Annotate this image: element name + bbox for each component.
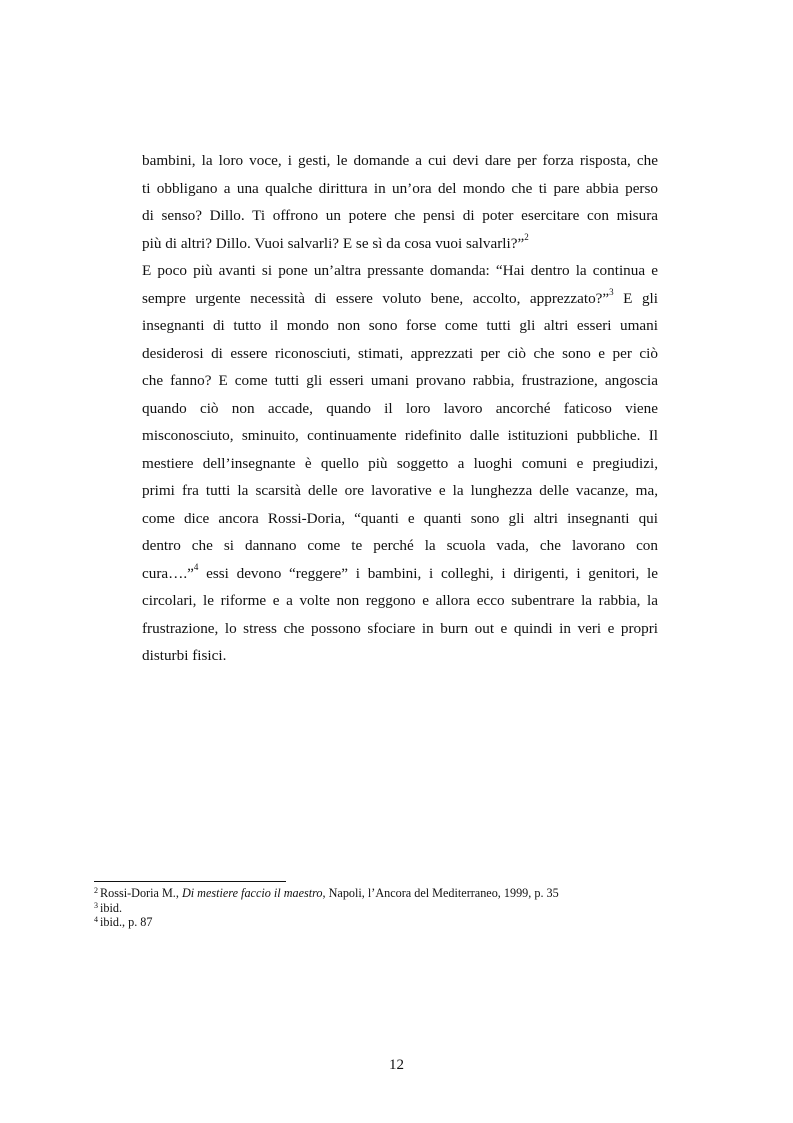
- text-line: quando ciò non accade, quando il loro lavoro ancorché faticoso viene: [142, 399, 658, 417]
- text-line: desiderosi di essere riconosciuti, stimati, apprezzati per ciò che sono e per ciò: [142, 344, 658, 362]
- text-line: frustrazione, lo stress che possono sfociare in burn out e quindi in veri e propri: [142, 619, 658, 637]
- footnote-number: 4: [94, 915, 98, 924]
- text-line: dentro che si dannano come te perché la scuola vada, che lavorano con: [142, 537, 658, 554]
- book-title: Di mestiere faccio il maestro: [181, 886, 323, 900]
- body-text: [142, 147, 658, 670]
- footnote-ref: 4: [193, 562, 199, 573]
- text-line: disturbi fisici.: [142, 647, 227, 664]
- text-line: insegnanti di tutto il mondo non sono forse come tutti gli altri esseri umani: [142, 317, 658, 334]
- text-line: di senso? Dillo. Ti offrono un potere che pensi di poter esercitare con misura: [142, 207, 658, 224]
- text-line: misconosciuto, sminuito, continuamente ridefinito dalle istituzioni pubbliche. Il: [142, 427, 658, 444]
- text-line: sempre urgente necessità di essere voluto bene, accolto, apprezzato?”$^3$ E gli: [142, 287, 658, 307]
- footnote-separator: [94, 881, 286, 882]
- footnotes: [94, 886, 734, 930]
- text-line: più di altri? Dillo. Vuoi salvarli? E se sì da cosa vuoi salvarli?”$^2$: [142, 232, 529, 252]
- text-line: primi fra tutti la scarsità delle ore lavorative e la lunghezza delle vacanze, ma,: [142, 482, 658, 499]
- footnote-number: 2: [94, 886, 98, 895]
- text-line: che fanno? E come tutti gli esseri umani provano rabbia, frustrazione, angoscia: [142, 372, 658, 389]
- text-line: come dice ancora Rossi-Doria, “quanti e quanti sono gli altri insegnanti qui: [142, 509, 658, 527]
- text-line: cura….”$^4$ essi devono “reggere” i bambini, i colleghi, i dirigenti, i genitori, le: [142, 562, 658, 582]
- text-line: mestiere dell’insegnante è quello più soggetto a luoghi comuni e pregiudizi,: [142, 454, 658, 472]
- text-line: circolari, le riforme e a volte non reggono e allora ecco subentrare la rabbia, la: [142, 592, 658, 609]
- text-line: bambini, la loro voce, i gesti, le domande a cui devi dare per forza risposta, che: [142, 152, 658, 169]
- page-number: 12: [389, 1057, 404, 1073]
- text-line: E poco più avanti si pone un’altra pressante domanda: “Hai dentro la continua e: [142, 262, 658, 279]
- footnote: $^3$ ibid.: [94, 900, 123, 915]
- footnote: $^4$ ibid., p. 87: [94, 915, 153, 929]
- footnote-ref: 3: [609, 287, 614, 298]
- footnote-ref: 2: [524, 232, 529, 243]
- text-line: ti obbligano a una qualche dirittura in un’ora del mondo che ti pare abbia perso: [142, 179, 658, 197]
- footnote-number: 3: [94, 900, 98, 910]
- footnote: $^2$ Rossi-Doria M., Di mestiere faccio il maestro, Napoli, l’Ancora del Mediterraneo, 1999, p. 35: [94, 886, 559, 900]
